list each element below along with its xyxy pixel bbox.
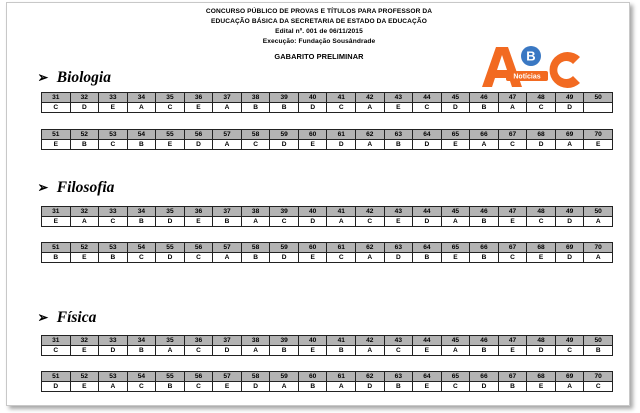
- answer-letter-cell: D: [156, 253, 185, 263]
- answer-letter-cell: C: [42, 346, 71, 356]
- question-number-cell: 70: [584, 130, 613, 140]
- answer-letter-cell: E: [384, 217, 413, 227]
- answer-letter-cell: C: [356, 217, 385, 227]
- question-number-cell: 53: [99, 372, 128, 382]
- answer-letter-cell: A: [498, 103, 527, 113]
- question-number-cell: 41: [327, 336, 356, 346]
- answer-letter-cell: C: [498, 140, 527, 150]
- header-line-4: Execução: Fundação Sousândrade: [262, 38, 376, 45]
- answer-letter-cell: C: [384, 346, 413, 356]
- question-number-cell: 56: [184, 372, 213, 382]
- answers-row: [42, 346, 613, 356]
- question-number-cell: 63: [384, 130, 413, 140]
- question-number-cell: 61: [327, 243, 356, 253]
- question-number-cell: 35: [156, 207, 185, 217]
- answer-letter-cell: A: [441, 346, 470, 356]
- question-number-cell: 54: [127, 243, 156, 253]
- question-numbers-row: [42, 372, 613, 382]
- answer-letter-cell: B: [127, 217, 156, 227]
- question-number-cell: 56: [184, 130, 213, 140]
- question-number-cell: 69: [555, 130, 584, 140]
- question-number-cell: 58: [241, 243, 270, 253]
- answer-letter-cell: A: [441, 217, 470, 227]
- section-title-fisica: [37, 309, 96, 327]
- question-number-cell: 67: [498, 130, 527, 140]
- answers-row: [42, 382, 613, 392]
- question-number-cell: 43: [384, 207, 413, 217]
- answer-letter-cell: B: [156, 382, 185, 392]
- question-number-cell: 66: [470, 130, 499, 140]
- answer-letter-cell: D: [470, 382, 499, 392]
- arrow-icon: ➢: [37, 180, 49, 196]
- question-number-cell: 36: [184, 207, 213, 217]
- answer-letter-cell: B: [42, 253, 71, 263]
- question-number-cell: 52: [70, 130, 99, 140]
- question-number-cell: 47: [498, 336, 527, 346]
- question-number-cell: 35: [156, 93, 185, 103]
- answer-letter-cell: E: [413, 346, 442, 356]
- answer-letter-cell: C: [99, 217, 128, 227]
- question-number-cell: 39: [270, 93, 299, 103]
- question-number-cell: 40: [298, 93, 327, 103]
- question-number-cell: 65: [441, 372, 470, 382]
- question-numbers-row: [42, 130, 613, 140]
- header-line-3: Edital nº. 001 de 06/11/2015: [275, 28, 363, 35]
- question-number-cell: 33: [99, 207, 128, 217]
- question-number-cell: 70: [584, 243, 613, 253]
- answer-letter-cell: E: [70, 346, 99, 356]
- question-number-cell: 46: [470, 207, 499, 217]
- question-number-cell: 69: [555, 372, 584, 382]
- question-number-cell: 68: [527, 243, 556, 253]
- answer-letter-cell: A: [270, 382, 299, 392]
- question-number-cell: 44: [413, 93, 442, 103]
- answer-letter-cell: E: [70, 382, 99, 392]
- answer-letter-cell: C: [527, 217, 556, 227]
- question-number-cell: 39: [270, 336, 299, 346]
- answer-letter-cell: D: [156, 217, 185, 227]
- answer-letter-cell: A: [70, 217, 99, 227]
- answer-letter-cell: B: [498, 382, 527, 392]
- question-number-cell: 37: [213, 93, 242, 103]
- answer-key-page: [6, 2, 630, 406]
- answer-letter-cell: E: [498, 217, 527, 227]
- question-number-cell: 52: [70, 243, 99, 253]
- question-number-cell: 37: [213, 336, 242, 346]
- logo-text: Notícias: [513, 73, 541, 81]
- answer-letter-cell: B: [270, 103, 299, 113]
- question-number-cell: 48: [527, 207, 556, 217]
- answer-letter-cell: B: [470, 253, 499, 263]
- answer-letter-cell: E: [298, 346, 327, 356]
- answer-letter-cell: B: [298, 382, 327, 392]
- answer-letter-cell: A: [241, 217, 270, 227]
- question-number-cell: 64: [413, 130, 442, 140]
- answer-letter-cell: B: [270, 346, 299, 356]
- answer-letter-cell: C: [498, 253, 527, 263]
- answer-letter-cell: C: [527, 103, 556, 113]
- question-number-cell: 42: [356, 336, 385, 346]
- answer-letter-cell: D: [441, 103, 470, 113]
- question-number-cell: 67: [498, 243, 527, 253]
- answer-letter-cell: A: [127, 103, 156, 113]
- question-number-cell: 32: [70, 93, 99, 103]
- question-number-cell: 59: [270, 243, 299, 253]
- question-number-cell: 31: [42, 207, 71, 217]
- answer-letter-cell: B: [127, 346, 156, 356]
- answers-row: [42, 217, 613, 227]
- answer-letter-cell: B: [413, 253, 442, 263]
- answer-letter-cell: D: [356, 382, 385, 392]
- question-number-cell: 41: [327, 93, 356, 103]
- question-number-cell: 44: [413, 336, 442, 346]
- question-number-cell: 60: [298, 372, 327, 382]
- answer-letter-cell: A: [584, 253, 613, 263]
- question-number-cell: 51: [42, 372, 71, 382]
- question-number-cell: 48: [527, 336, 556, 346]
- answer-letter-cell: E: [527, 382, 556, 392]
- question-numbers-row: [42, 243, 613, 253]
- question-number-cell: 56: [184, 243, 213, 253]
- question-number-cell: 63: [384, 243, 413, 253]
- question-number-cell: 60: [298, 130, 327, 140]
- logo-letter-b: [521, 46, 541, 66]
- arrow-icon: ➢: [37, 310, 49, 326]
- answer-letter-cell: C: [184, 346, 213, 356]
- question-number-cell: 32: [70, 336, 99, 346]
- question-number-cell: 64: [413, 243, 442, 253]
- answer-letter-cell: B: [127, 140, 156, 150]
- answer-letter-cell: B: [241, 103, 270, 113]
- question-number-cell: 60: [298, 243, 327, 253]
- question-number-cell: 53: [99, 243, 128, 253]
- answer-letter-cell: A: [213, 140, 242, 150]
- question-number-cell: 32: [70, 207, 99, 217]
- answers-table-biologia-51-70: [41, 129, 613, 150]
- question-number-cell: 50: [584, 207, 613, 217]
- section-title-filosofia: [37, 179, 114, 197]
- question-number-cell: 31: [42, 93, 71, 103]
- question-number-cell: 40: [298, 336, 327, 346]
- question-number-cell: 33: [99, 93, 128, 103]
- question-number-cell: 34: [127, 336, 156, 346]
- answer-letter-cell: A: [555, 382, 584, 392]
- question-number-cell: 34: [127, 207, 156, 217]
- answer-letter-cell: D: [413, 217, 442, 227]
- question-numbers-row: [42, 336, 613, 346]
- answer-letter-cell: B: [470, 103, 499, 113]
- question-number-cell: 57: [213, 243, 242, 253]
- question-number-cell: 65: [441, 243, 470, 253]
- question-number-cell: 64: [413, 372, 442, 382]
- answer-letter-cell: B: [70, 140, 99, 150]
- question-number-cell: 62: [356, 243, 385, 253]
- answer-letter-cell: C: [555, 346, 584, 356]
- answer-letter-cell: C: [127, 382, 156, 392]
- question-number-cell: 65: [441, 130, 470, 140]
- question-number-cell: 49: [555, 207, 584, 217]
- arrow-icon: ➢: [37, 70, 49, 86]
- answer-letter-cell: E: [156, 140, 185, 150]
- answer-letter-cell: E: [184, 217, 213, 227]
- question-number-cell: 45: [441, 93, 470, 103]
- section-name: Filosofia: [56, 179, 115, 196]
- section-name: Física: [56, 309, 97, 326]
- question-number-cell: 69: [555, 243, 584, 253]
- answer-letter-cell: D: [384, 253, 413, 263]
- answer-letter-cell: E: [99, 103, 128, 113]
- answers-row: [42, 253, 613, 263]
- question-number-cell: 51: [42, 130, 71, 140]
- question-number-cell: 47: [498, 207, 527, 217]
- answers-table-biologia-31-50: [41, 92, 613, 113]
- answer-letter-cell: D: [70, 103, 99, 113]
- answer-letter-cell: A: [241, 346, 270, 356]
- answer-letter-cell: A: [327, 382, 356, 392]
- question-number-cell: 58: [241, 130, 270, 140]
- answer-letter-cell: B: [470, 217, 499, 227]
- question-number-cell: 58: [241, 372, 270, 382]
- answer-letter-cell: D: [298, 103, 327, 113]
- answer-letter-cell: C: [441, 382, 470, 392]
- question-number-cell: 59: [270, 130, 299, 140]
- question-number-cell: 46: [470, 336, 499, 346]
- answer-letter-cell: C: [99, 140, 128, 150]
- question-number-cell: 33: [99, 336, 128, 346]
- question-number-cell: 51: [42, 243, 71, 253]
- answer-letter-cell: E: [441, 140, 470, 150]
- answer-letter-cell: E: [184, 103, 213, 113]
- answer-letter-cell: E: [42, 140, 71, 150]
- question-number-cell: 37: [213, 207, 242, 217]
- question-number-cell: 61: [327, 130, 356, 140]
- answer-letter-cell: E: [298, 140, 327, 150]
- answer-letter-cell: A: [213, 253, 242, 263]
- question-number-cell: 67: [498, 372, 527, 382]
- answer-letter-cell: D: [213, 346, 242, 356]
- answer-letter-cell: A: [356, 346, 385, 356]
- question-number-cell: 54: [127, 372, 156, 382]
- answer-letter-cell: E: [413, 382, 442, 392]
- answer-letter-cell: C: [156, 103, 185, 113]
- answer-letter-cell: A: [356, 103, 385, 113]
- answer-letter-cell: C: [184, 253, 213, 263]
- answer-letter-cell: D: [270, 140, 299, 150]
- question-number-cell: 62: [356, 372, 385, 382]
- question-number-cell: 62: [356, 130, 385, 140]
- answer-letter-cell: E: [70, 253, 99, 263]
- answer-letter-cell: D: [555, 103, 584, 113]
- answer-letter-cell: D: [327, 140, 356, 150]
- question-numbers-row: [42, 93, 613, 103]
- answer-letter-cell: E: [584, 140, 613, 150]
- question-number-cell: 53: [99, 130, 128, 140]
- question-number-cell: 31: [42, 336, 71, 346]
- question-number-cell: 59: [270, 372, 299, 382]
- answer-letter-cell: C: [327, 103, 356, 113]
- answer-letter-cell: A: [156, 346, 185, 356]
- answer-letter-cell: [584, 103, 613, 113]
- question-number-cell: 43: [384, 336, 413, 346]
- answer-letter-cell: A: [356, 253, 385, 263]
- answer-letter-cell: C: [327, 253, 356, 263]
- question-number-cell: 36: [184, 93, 213, 103]
- answer-letter-cell: E: [498, 346, 527, 356]
- question-number-cell: 68: [527, 372, 556, 382]
- question-number-cell: 54: [127, 130, 156, 140]
- question-number-cell: 43: [384, 93, 413, 103]
- question-numbers-row: [42, 207, 613, 217]
- question-number-cell: 57: [213, 130, 242, 140]
- answer-letter-cell: B: [384, 382, 413, 392]
- answer-letter-cell: B: [99, 253, 128, 263]
- question-number-cell: 70: [584, 372, 613, 382]
- answer-letter-cell: C: [270, 217, 299, 227]
- question-number-cell: 41: [327, 207, 356, 217]
- question-number-cell: 42: [356, 207, 385, 217]
- answer-letter-cell: A: [327, 217, 356, 227]
- question-number-cell: 50: [584, 336, 613, 346]
- question-number-cell: 68: [527, 130, 556, 140]
- question-number-cell: 55: [156, 372, 185, 382]
- answer-letter-cell: D: [298, 217, 327, 227]
- answer-letter-cell: D: [270, 253, 299, 263]
- question-number-cell: 50: [584, 93, 613, 103]
- answer-letter-cell: B: [584, 346, 613, 356]
- answer-letter-cell: A: [470, 140, 499, 150]
- answer-letter-cell: B: [470, 346, 499, 356]
- question-number-cell: 42: [356, 93, 385, 103]
- question-number-cell: 66: [470, 372, 499, 382]
- answer-letter-cell: E: [384, 103, 413, 113]
- question-number-cell: 46: [470, 93, 499, 103]
- answer-letter-cell: A: [555, 140, 584, 150]
- question-number-cell: 61: [327, 372, 356, 382]
- answer-letter-cell: D: [555, 253, 584, 263]
- answer-letter-cell: D: [527, 140, 556, 150]
- answers-table-filosofia-51-70: [41, 242, 613, 263]
- answer-letter-cell: E: [298, 253, 327, 263]
- question-number-cell: 39: [270, 207, 299, 217]
- question-number-cell: 63: [384, 372, 413, 382]
- answer-letter-cell: C: [413, 103, 442, 113]
- question-number-cell: 35: [156, 336, 185, 346]
- question-number-cell: 47: [498, 93, 527, 103]
- answers-row: [42, 103, 613, 113]
- question-number-cell: 49: [555, 336, 584, 346]
- answer-letter-cell: E: [213, 382, 242, 392]
- abc-noticias-logo: [478, 45, 584, 91]
- question-number-cell: 49: [555, 93, 584, 103]
- header-line-2: EDUCAÇÃO BÁSICA DA SECRETARIA DE ESTADO DA EDUCAÇÃO: [211, 18, 427, 25]
- question-number-cell: 36: [184, 336, 213, 346]
- answer-letter-cell: B: [241, 253, 270, 263]
- section-title-biologia: [37, 69, 111, 87]
- answers-table-fisica-31-50: [41, 335, 613, 356]
- answer-letter-cell: A: [356, 140, 385, 150]
- answers-row: [42, 140, 613, 150]
- question-number-cell: 55: [156, 243, 185, 253]
- answer-letter-cell: D: [555, 217, 584, 227]
- answer-letter-cell: E: [441, 253, 470, 263]
- answer-letter-cell: D: [527, 346, 556, 356]
- answers-table-filosofia-31-50: [41, 206, 613, 227]
- svg-text:B: B: [526, 48, 536, 64]
- answer-letter-cell: B: [384, 140, 413, 150]
- question-number-cell: 55: [156, 130, 185, 140]
- answer-letter-cell: A: [99, 382, 128, 392]
- question-number-cell: 38: [241, 336, 270, 346]
- answer-letter-cell: A: [213, 103, 242, 113]
- question-number-cell: 38: [241, 207, 270, 217]
- question-number-cell: 52: [70, 372, 99, 382]
- answer-letter-cell: C: [184, 382, 213, 392]
- answer-letter-cell: D: [42, 382, 71, 392]
- question-number-cell: 48: [527, 93, 556, 103]
- question-number-cell: 45: [441, 207, 470, 217]
- answer-letter-cell: A: [584, 217, 613, 227]
- question-number-cell: 34: [127, 93, 156, 103]
- answer-letter-cell: E: [527, 253, 556, 263]
- answer-letter-cell: C: [42, 103, 71, 113]
- answer-letter-cell: C: [584, 382, 613, 392]
- document-title: GABARITO PRELIMINAR: [274, 52, 364, 61]
- question-number-cell: 40: [298, 207, 327, 217]
- question-number-cell: 45: [441, 336, 470, 346]
- answer-letter-cell: D: [413, 140, 442, 150]
- answer-letter-cell: D: [99, 346, 128, 356]
- question-number-cell: 44: [413, 207, 442, 217]
- answers-table-fisica-51-70: [41, 371, 613, 392]
- answer-letter-cell: C: [127, 253, 156, 263]
- answer-letter-cell: B: [213, 217, 242, 227]
- question-number-cell: 66: [470, 243, 499, 253]
- question-number-cell: 38: [241, 93, 270, 103]
- answer-letter-cell: D: [184, 140, 213, 150]
- answer-letter-cell: E: [42, 217, 71, 227]
- answer-letter-cell: B: [327, 346, 356, 356]
- header-line-1: CONCURSO PÚBLICO DE PROVAS E TÍTULOS PARA PROFESSOR DA: [205, 8, 433, 15]
- answer-letter-cell: C: [241, 140, 270, 150]
- logo-letter-c: [550, 52, 580, 88]
- question-number-cell: 57: [213, 372, 242, 382]
- section-name: Biologia: [56, 69, 111, 86]
- answer-letter-cell: D: [241, 382, 270, 392]
